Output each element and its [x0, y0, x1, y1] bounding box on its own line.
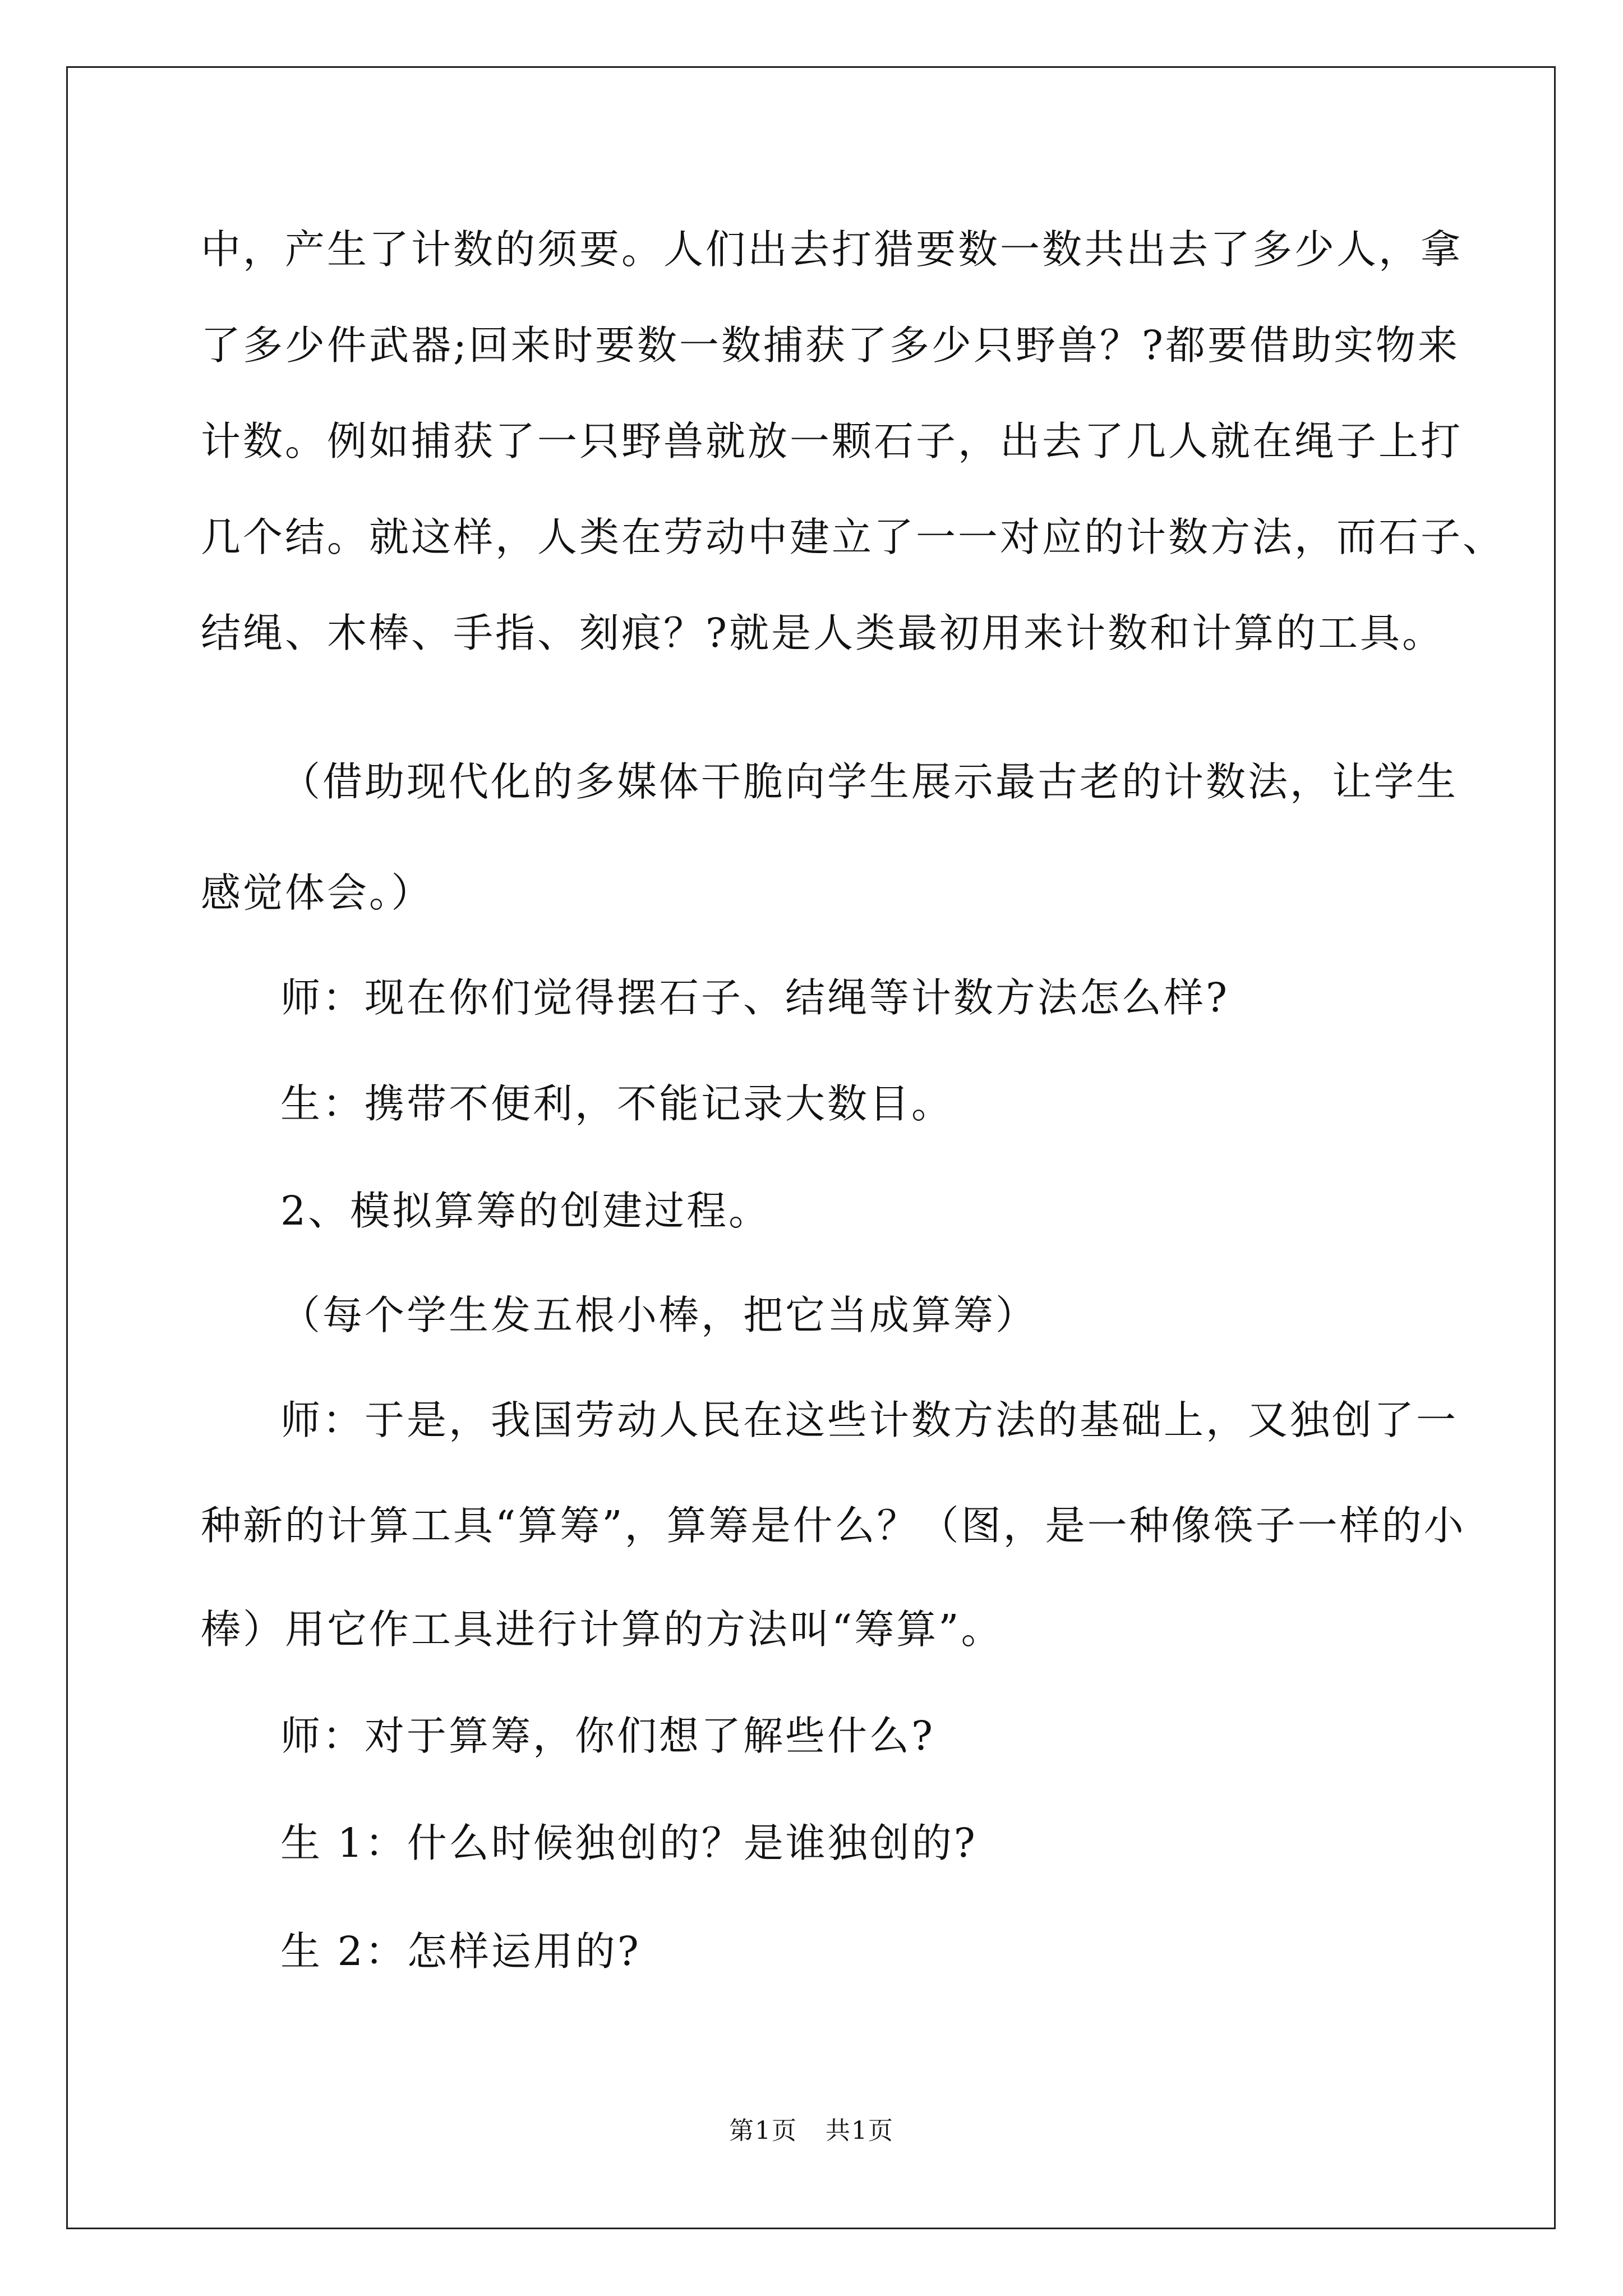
text-line: 几个结。就这样，人类在劳动中建立了一一对应的计数方法，而石子、 [201, 514, 1505, 560]
page-number: 第1页 [729, 2116, 797, 2145]
text-line: 种新的计算工具“算筹”，算筹是什么？（图，是一种像筷子一样的小 [201, 1502, 1466, 1549]
text-line: 计数。例如捕获了一只野兽就放一颗石子，出去了几人就在绳子上打 [201, 418, 1463, 464]
page-total: 共1页 [826, 2116, 894, 2145]
text-line: 中，产生了计数的须要。人们出去打猎要数一数共出去了多少人，拿 [201, 226, 1463, 273]
paragraph-first-line: （每个学生发五根小棒，把它当成算筹） [280, 1292, 1038, 1338]
student-line: 生 2：怎样运用的? [280, 1928, 641, 1975]
paragraph-first-line: （借助现代化的多媒体干脆向学生展示最古老的计数法，让学生 [280, 758, 1459, 805]
section-heading: 2、模拟算筹的创建过程。 [280, 1188, 771, 1234]
teacher-line: 师：现在你们觉得摆石子、结绳等计数方法怎么样? [280, 974, 1230, 1021]
page-footer [0, 2110, 1623, 2146]
text-line: 棒）用它作工具进行计算的方法叫“筹算”。 [201, 1606, 1003, 1653]
text-line: 结绳、木棒、手指、刻痕？?就是人类最初用来计数和计算的工具。 [201, 610, 1445, 656]
text-line: 感觉体会。） [201, 869, 434, 916]
teacher-line: 师：于是，我国劳动人民在这些计数方法的基础上，又独创了一 [280, 1397, 1459, 1443]
page-border [66, 66, 1556, 2229]
teacher-line: 师：对于算筹，你们想了解些什么? [280, 1713, 935, 1759]
text-line: 了多少件武器;回来时要数一数捕获了多少只野兽？?都要借助实物来 [201, 322, 1460, 369]
student-line: 生：携带不便利，不能记录大数目。 [280, 1080, 954, 1127]
student-line: 生 1：什么时候独创的？是谁独创的? [280, 1820, 978, 1866]
